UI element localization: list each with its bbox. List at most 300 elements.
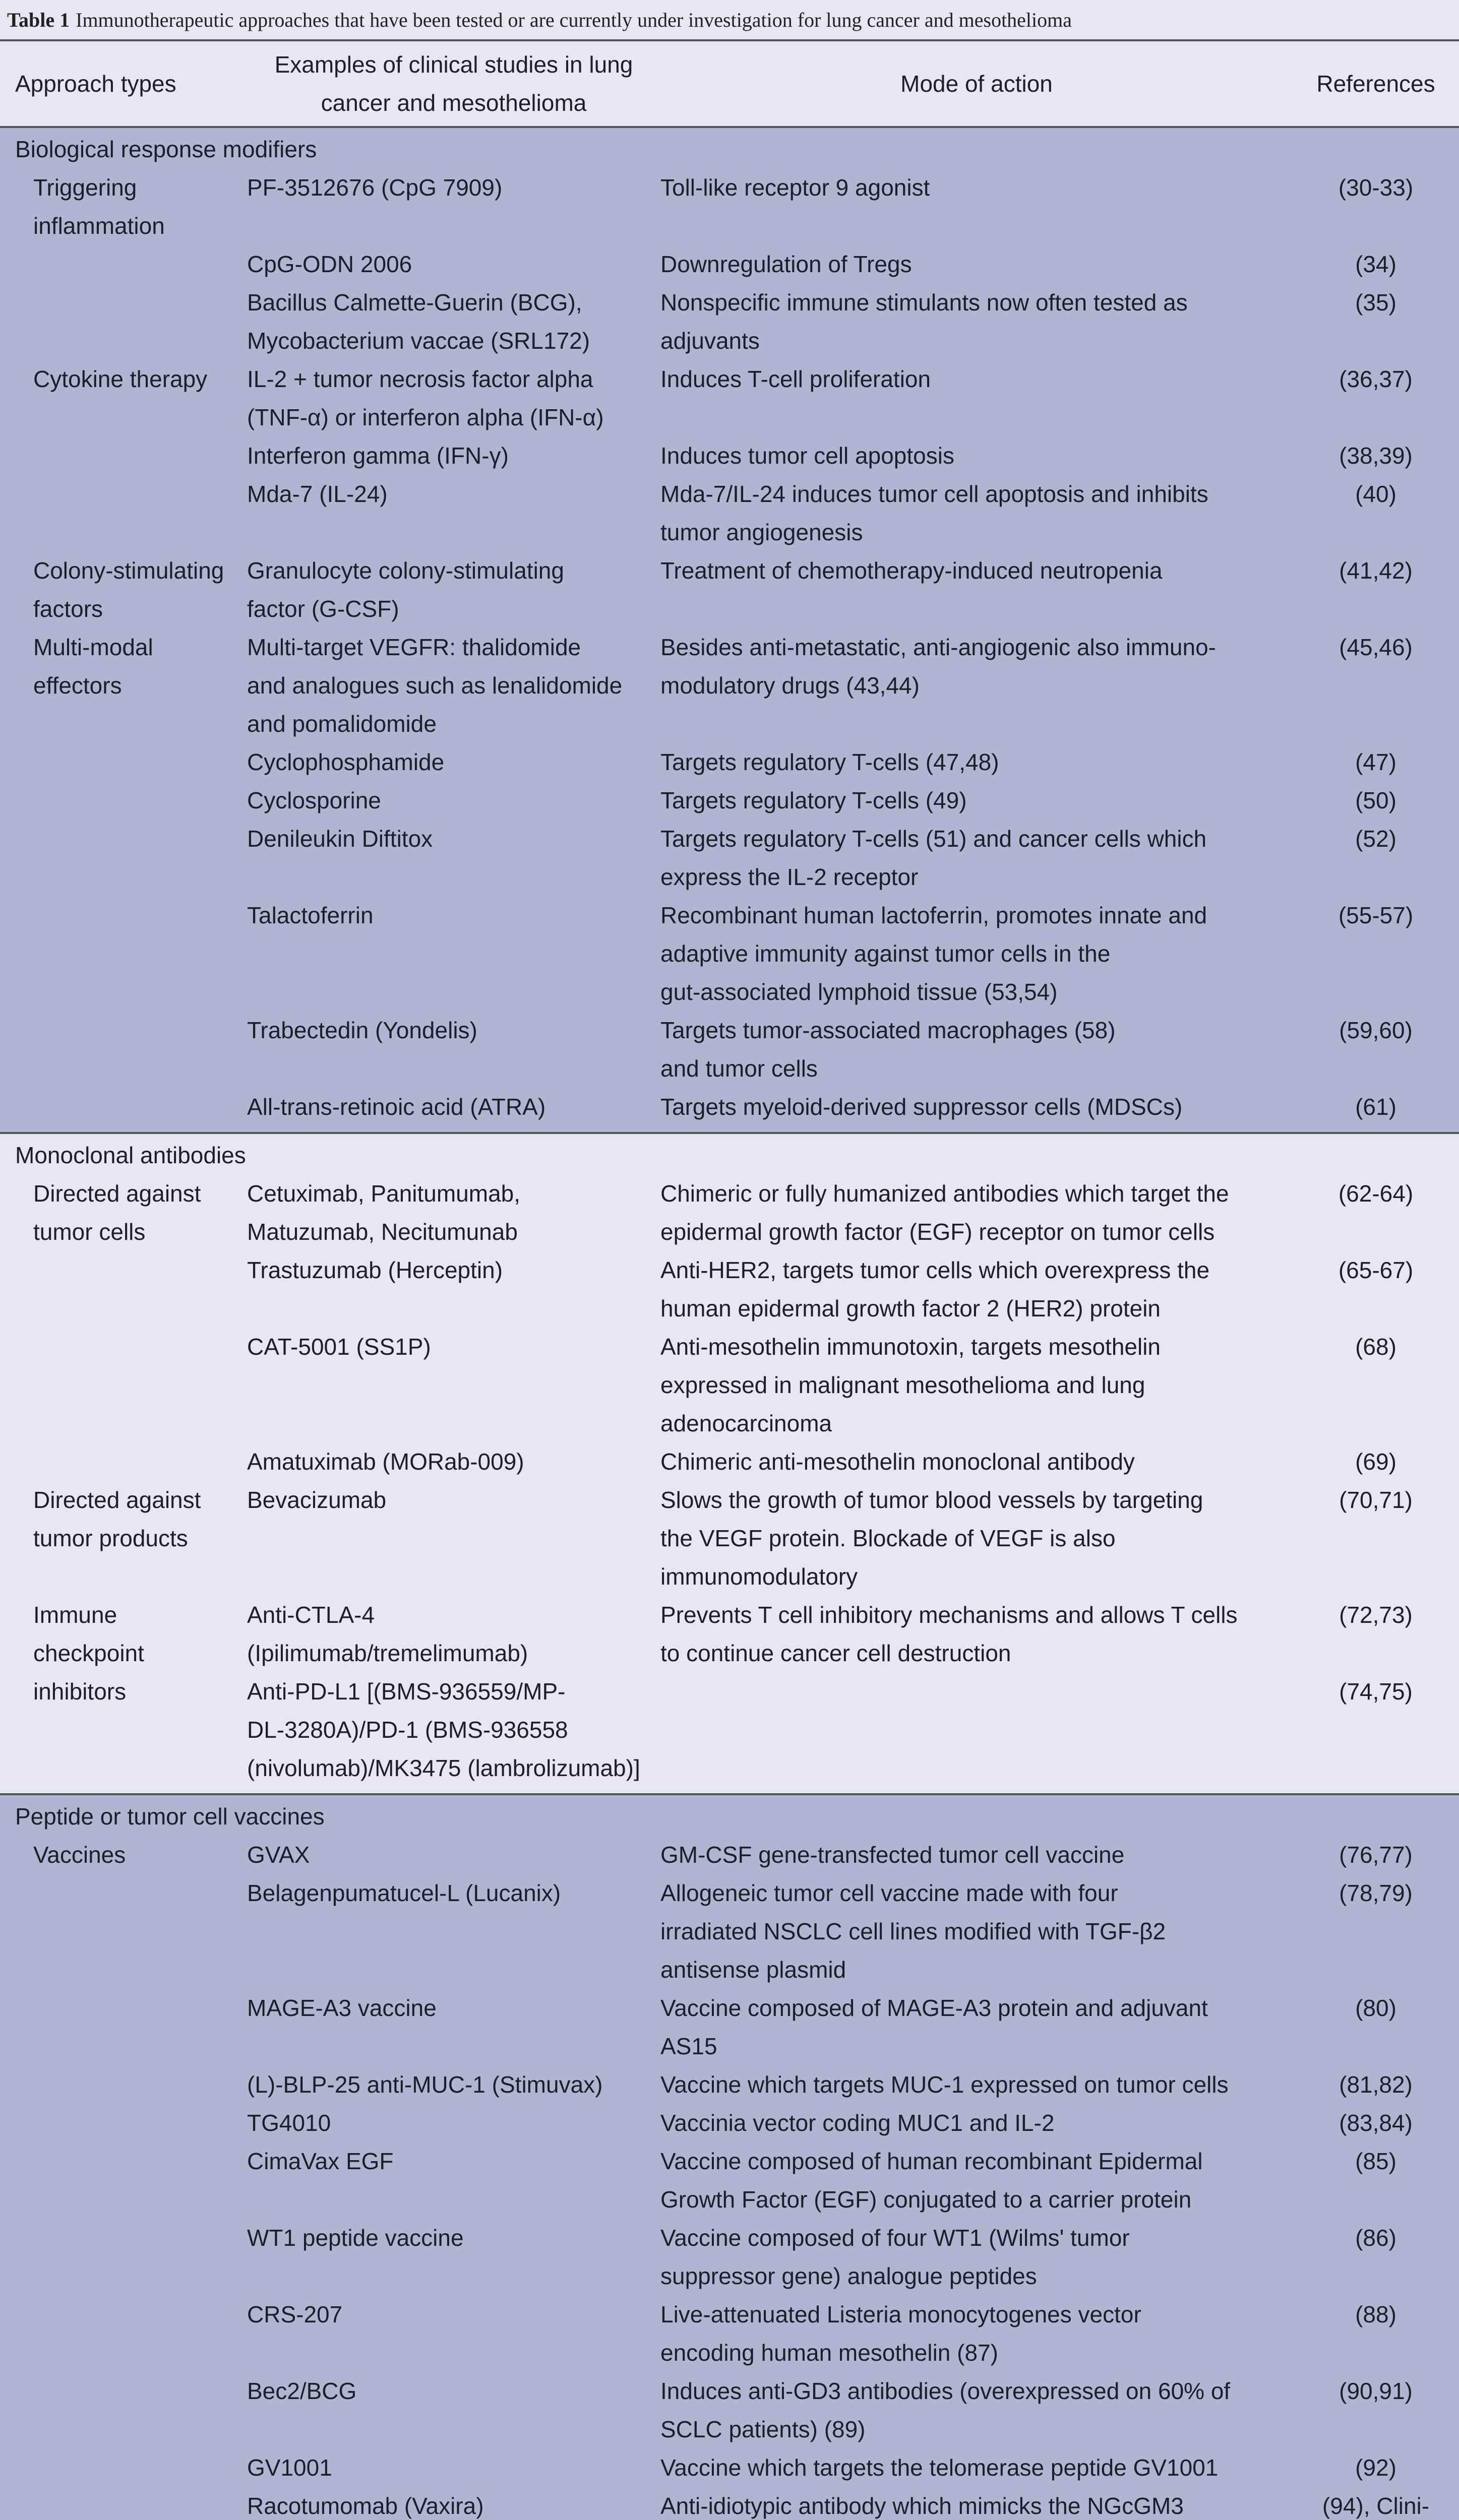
reference-cell — [1293, 2219, 1459, 2295]
table-row — [0, 2104, 1459, 2142]
mode-of-action-line: Targets regulatory T-cells (47,48) — [660, 749, 999, 775]
mode-of-action-line: tumor angiogenesis — [660, 519, 863, 545]
example-study-line: PF-3512676 (CpG 7909) — [247, 174, 503, 201]
mode-of-action-cell — [660, 2295, 1293, 2372]
header-approach-types: Approach types — [0, 41, 247, 127]
mode-of-action-line: Besides anti-metastatic, anti-angiogenic also immuno- — [660, 634, 1216, 660]
reference-line: (76,77) — [1339, 1842, 1413, 1868]
example-study-line: Bacillus Calmette-Guerin (BCG), — [247, 289, 582, 316]
table-row — [0, 475, 1459, 551]
approach-type-line: checkpoint — [33, 1640, 144, 1666]
mode-of-action-line: Recombinant human lactoferrin, promotes innate and — [660, 902, 1207, 928]
table-row — [0, 1596, 1459, 1794]
mode-of-action-cell — [660, 360, 1293, 436]
reference-line: (41,42) — [1339, 557, 1413, 584]
example-study-cell — [247, 2142, 660, 2219]
approach-type-cell — [0, 1989, 247, 2065]
example-study-cell — [247, 2372, 660, 2448]
approach-type-line: inhibitors — [33, 1678, 127, 1705]
approach-type-cell — [0, 2219, 247, 2295]
approach-type-line: Triggering — [33, 174, 137, 201]
example-study-cell — [247, 436, 660, 475]
example-study-line: Anti-PD-L1 [(BMS-936559/MP- — [247, 1678, 566, 1705]
reference-cell — [1293, 1596, 1459, 1794]
header-mode-of-action: Mode of action — [660, 41, 1293, 127]
table-section — [0, 1794, 1459, 2520]
mode-of-action-cell — [660, 896, 1293, 1011]
example-study-line: (L)-BLP-25 anti-MUC-1 (Stimuvax) — [247, 2071, 603, 2098]
mode-of-action-line: Nonspecific immune stimulants now often tested as — [660, 289, 1188, 316]
example-study-cell — [247, 820, 660, 896]
mode-of-action-cell — [660, 1874, 1293, 1989]
example-study-line: Belagenpumatucel-L (Lucanix) — [247, 1880, 561, 1906]
reference-cell — [1293, 2065, 1459, 2104]
reference-line: (94), Clini- — [1322, 2493, 1430, 2519]
example-study-line: MAGE-A3 vaccine — [247, 1995, 437, 2021]
section-title: Peptide or tumor cell vaccines — [0, 1794, 1459, 1836]
example-study-cell — [247, 781, 660, 820]
approach-type-cell — [0, 2372, 247, 2448]
mode-of-action-line: modulatory drugs (43,44) — [660, 672, 920, 699]
reference-line: (36,37) — [1339, 366, 1413, 392]
mode-of-action-line: Chimeric or fully humanized antibodies which target the — [660, 1180, 1229, 1207]
example-study-line: Mycobacterium vaccae (SRL172) — [247, 328, 590, 354]
mode-of-action-line: Vaccine composed of human recombinant Epidermal — [660, 2148, 1203, 2174]
reference-cell — [1293, 475, 1459, 551]
mode-of-action-line: Downregulation of Tregs — [660, 251, 912, 277]
mode-of-action-cell — [660, 2448, 1293, 2487]
mode-of-action-cell — [660, 436, 1293, 475]
reference-line: (40) — [1355, 481, 1396, 507]
reference-cell — [1293, 1174, 1459, 1251]
approach-type-line: Directed against — [33, 1487, 201, 1513]
reference-line: (92) — [1355, 2454, 1396, 2481]
mode-of-action-line: expressed in malignant mesothelioma and lung — [660, 1372, 1145, 1398]
approach-type-line: tumor products — [33, 1525, 188, 1551]
reference-cell — [1293, 1836, 1459, 1874]
reference-line: (70,71) — [1339, 1487, 1413, 1513]
mode-of-action-cell — [660, 2142, 1293, 2219]
approach-type-line: Multi-modal — [33, 634, 153, 660]
reference-cell — [1293, 551, 1459, 628]
reference-cell — [1293, 1088, 1459, 1133]
mode-of-action-cell — [660, 2219, 1293, 2295]
reference-cell — [1293, 283, 1459, 360]
example-study-cell — [247, 2219, 660, 2295]
example-study-cell — [247, 475, 660, 551]
example-study-line: Racotumomab (Vaxira) — [247, 2493, 484, 2519]
approach-type-cell — [0, 2142, 247, 2219]
example-study-cell — [247, 168, 660, 245]
example-study-cell — [247, 1328, 660, 1442]
table-section — [0, 1133, 1459, 1794]
approach-type-line: Colony-stimulating — [33, 557, 224, 584]
example-study-cell — [247, 1989, 660, 2065]
mode-of-action-line: Anti-mesothelin immunotoxin, targets mesothelin — [660, 1334, 1161, 1360]
example-study-cell — [247, 1011, 660, 1088]
mode-of-action-cell — [660, 1328, 1293, 1442]
example-study-line: Talactoferrin — [247, 902, 374, 928]
example-study-line: GVAX — [247, 1842, 310, 1868]
approach-type-cell — [0, 1011, 247, 1088]
example-study-line: DL-3280A)/PD-1 (BMS-936558 — [247, 1717, 568, 1743]
mode-of-action-line: Targets tumor-associated macrophages (58) — [660, 1017, 1116, 1043]
reference-cell — [1293, 168, 1459, 245]
approach-type-cell — [0, 2104, 247, 2142]
example-study-line: Amatuximab (MORab-009) — [247, 1448, 524, 1475]
mode-of-action-line: SCLC patients) (89) — [660, 2416, 866, 2442]
reference-cell — [1293, 1011, 1459, 1088]
approach-type-cell — [0, 896, 247, 1011]
reference-cell — [1293, 1251, 1459, 1328]
approach-type-cell — [0, 168, 247, 245]
example-study-line: TG4010 — [247, 2110, 331, 2136]
example-study-cell — [247, 1088, 660, 1133]
example-study-line: IL-2 + tumor necrosis factor alpha — [247, 366, 593, 392]
mode-of-action-line: AS15 — [660, 2033, 717, 2059]
example-study-line: Mda-7 (IL-24) — [247, 481, 388, 507]
example-study-line: Matuzumab, Necitumunab — [247, 1219, 518, 1245]
mode-of-action-line: Prevents T cell inhibitory mechanisms and allows T cells — [660, 1602, 1238, 1628]
example-study-line: WT1 peptide vaccine — [247, 2225, 464, 2251]
example-study-cell — [247, 1481, 660, 1596]
reference-cell — [1293, 781, 1459, 820]
table-row — [0, 1011, 1459, 1088]
reference-line: (61) — [1355, 1094, 1396, 1120]
table-row — [0, 1481, 1459, 1596]
table-row — [0, 1874, 1459, 1989]
mode-of-action-cell — [660, 628, 1293, 743]
table-row — [0, 743, 1459, 781]
approach-type-line: effectors — [33, 672, 122, 699]
approach-type-cell — [0, 2295, 247, 2372]
approach-type-line: Cytokine therapy — [33, 366, 208, 392]
approach-type-cell — [0, 1442, 247, 1481]
reference-line: (83,84) — [1339, 2110, 1413, 2136]
mode-of-action-line: Vaccinia vector coding MUC1 and IL-2 — [660, 2110, 1055, 2136]
example-study-cell — [247, 896, 660, 1011]
mode-of-action-cell — [660, 1174, 1293, 1251]
reference-line: (59,60) — [1339, 1017, 1413, 1043]
table-row — [0, 1088, 1459, 1133]
reference-cell — [1293, 1481, 1459, 1596]
approach-type-cell — [0, 2065, 247, 2104]
reference-line: (34) — [1355, 251, 1396, 277]
example-study-line: CAT-5001 (SS1P) — [247, 1334, 431, 1360]
reference-line: (45,46) — [1339, 634, 1413, 660]
reference-cell — [1293, 2104, 1459, 2142]
reference-cell — [1293, 1989, 1459, 2065]
approach-type-line: Vaccines — [33, 1842, 126, 1868]
approach-type-line: Directed against — [33, 1180, 201, 1207]
example-study-line: Multi-target VEGFR: thalidomide — [247, 634, 581, 660]
mode-of-action-cell — [660, 551, 1293, 628]
mode-of-action-cell — [660, 2372, 1293, 2448]
example-study-cell — [247, 283, 660, 360]
reference-cell — [1293, 2487, 1459, 2520]
approach-type-cell — [0, 283, 247, 360]
mode-of-action-cell — [660, 1011, 1293, 1088]
mode-of-action-line: Toll-like receptor 9 agonist — [660, 174, 930, 201]
approach-type-cell — [0, 245, 247, 283]
example-study-line: Bec2/BCG — [247, 2378, 357, 2404]
reference-line: (62-64) — [1338, 1180, 1414, 1207]
reference-cell — [1293, 2142, 1459, 2219]
approach-type-cell — [0, 1174, 247, 1251]
reference-line: (85) — [1355, 2148, 1396, 2174]
example-study-cell — [247, 1836, 660, 1874]
example-study-line: Interferon gamma (IFN-γ) — [247, 443, 509, 469]
mode-of-action-line: adjuvants — [660, 328, 760, 354]
table-header — [0, 41, 1459, 127]
mode-of-action-cell — [660, 781, 1293, 820]
mode-of-action-line: the VEGF protein. Blockade of VEGF is also — [660, 1525, 1116, 1551]
reference-cell — [1293, 1442, 1459, 1481]
example-study-line: Granulocyte colony-stimulating — [247, 557, 564, 584]
mode-of-action-cell — [660, 1836, 1293, 1874]
example-study-cell — [247, 2104, 660, 2142]
table-row — [0, 2142, 1459, 2219]
reference-cell — [1293, 820, 1459, 896]
immunotherapy-table — [0, 41, 1459, 2520]
example-study-line: Anti-CTLA-4 — [247, 1602, 375, 1628]
example-study-line: Cyclophosphamide — [247, 749, 445, 775]
reference-line: (88) — [1355, 2301, 1396, 2327]
mode-of-action-cell — [660, 743, 1293, 781]
mode-of-action-cell — [660, 2065, 1293, 2104]
approach-type-cell — [0, 551, 247, 628]
mode-of-action-line: Induces anti-GD3 antibodies (overexpressed on 60% of — [660, 2378, 1231, 2404]
example-study-line: CRS-207 — [247, 2301, 343, 2327]
table-row — [0, 436, 1459, 475]
example-study-line: and pomalidomide — [247, 711, 437, 737]
table-section — [0, 127, 1459, 1133]
reference-line: (90,91) — [1339, 2378, 1413, 2404]
approach-type-cell — [0, 475, 247, 551]
mode-of-action-cell — [660, 1442, 1293, 1481]
example-study-cell — [247, 2295, 660, 2372]
mode-of-action-line: to continue cancer cell destruction — [660, 1640, 1011, 1666]
example-study-cell — [247, 2487, 660, 2520]
approach-type-line: Immune — [33, 1602, 117, 1628]
reference-line — [1293, 1634, 1459, 1672]
mode-of-action-line: Allogeneic tumor cell vaccine made with four — [660, 1880, 1118, 1906]
reference-line: (55-57) — [1338, 902, 1414, 928]
table-row — [0, 360, 1459, 436]
reference-cell — [1293, 2295, 1459, 2372]
mode-of-action-line: Anti-idiotypic antibody which mimicks the NGcGM3 — [660, 2493, 1184, 2519]
mode-of-action-line: immunomodulatory — [660, 1563, 858, 1590]
reference-line: (78,79) — [1339, 1880, 1413, 1906]
approach-type-cell — [0, 1874, 247, 1989]
example-study-line: (nivolumab)/MK3475 (lambrolizumab)] — [247, 1755, 640, 1781]
mode-of-action-line: Vaccine which targets MUC-1 expressed on tumor cells — [660, 2071, 1229, 2098]
reference-line: (74,75) — [1339, 1678, 1413, 1705]
example-study-line: All-trans-retinoic acid (ATRA) — [247, 1094, 546, 1120]
example-study-line: CpG-ODN 2006 — [247, 251, 412, 277]
reference-cell — [1293, 1874, 1459, 1989]
mode-of-action-cell — [660, 283, 1293, 360]
mode-of-action-line: Growth Factor (EGF) conjugated to a carrier protein — [660, 2186, 1192, 2213]
example-study-line: Denileukin Diftitox — [247, 826, 433, 852]
table-caption — [0, 0, 1459, 41]
table-row — [0, 551, 1459, 628]
example-study-line: Cyclosporine — [247, 787, 381, 813]
mode-of-action-line: Mda-7/IL-24 induces tumor cell apoptosis and inhibits — [660, 481, 1208, 507]
example-study-line: Trastuzumab (Herceptin) — [247, 1257, 503, 1283]
reference-cell — [1293, 360, 1459, 436]
example-study-line: Bevacizumab — [247, 1487, 387, 1513]
mode-of-action-line: adenocarcinoma — [660, 1410, 832, 1436]
reference-line: (47) — [1355, 749, 1396, 775]
approach-type-cell — [0, 781, 247, 820]
approach-type-cell — [0, 743, 247, 781]
table-row — [0, 2372, 1459, 2448]
mode-of-action-line: Chimeric anti-mesothelin monoclonal antibody — [660, 1448, 1135, 1475]
reference-cell — [1293, 896, 1459, 1011]
reference-line: (35) — [1355, 289, 1396, 316]
table-row — [0, 1989, 1459, 2065]
reference-cell — [1293, 2372, 1459, 2448]
reference-cell — [1293, 743, 1459, 781]
approach-type-cell — [0, 2487, 247, 2520]
table-row — [0, 1442, 1459, 1481]
table-row — [0, 1174, 1459, 1251]
mode-of-action-line: Targets regulatory T-cells (51) and cancer cells which — [660, 826, 1207, 852]
reference-cell — [1293, 245, 1459, 283]
reference-line: (72,73) — [1339, 1602, 1413, 1628]
mode-of-action-cell — [660, 1251, 1293, 1328]
reference-line: (38,39) — [1339, 443, 1413, 469]
reference-line: (69) — [1355, 1448, 1396, 1475]
reference-line: (65-67) — [1338, 1257, 1414, 1283]
table-row — [0, 1836, 1459, 1874]
mode-of-action-line: antisense plasmid — [660, 1957, 846, 1983]
example-study-cell — [247, 245, 660, 283]
table-row — [0, 2487, 1459, 2520]
approach-type-line: factors — [33, 596, 103, 622]
example-study-cell — [247, 551, 660, 628]
table-row — [0, 2219, 1459, 2295]
mode-of-action-line: epidermal growth factor (EGF) receptor on tumor cells — [660, 1219, 1215, 1245]
reference-cell — [1293, 436, 1459, 475]
mode-of-action-cell — [660, 1481, 1293, 1596]
table-row — [0, 896, 1459, 1011]
reference-line: (81,82) — [1339, 2071, 1413, 2098]
table-row — [0, 2065, 1459, 2104]
table-row — [0, 820, 1459, 896]
example-study-cell — [247, 360, 660, 436]
approach-type-cell — [0, 436, 247, 475]
example-study-cell — [247, 1251, 660, 1328]
reference-line: (50) — [1355, 787, 1396, 813]
mode-of-action-line: Treatment of chemotherapy-induced neutropenia — [660, 557, 1163, 584]
approach-type-cell — [0, 1088, 247, 1133]
mode-of-action-cell — [660, 820, 1293, 896]
reference-line: (86) — [1355, 2225, 1396, 2251]
mode-of-action-line: irradiated NSCLC cell lines modified with TGF-β2 — [660, 1918, 1166, 1944]
example-study-cell — [247, 1596, 660, 1794]
approach-type-cell — [0, 360, 247, 436]
table-row — [0, 168, 1459, 245]
mode-of-action-line: GM-CSF gene-transfected tumor cell vaccine — [660, 1842, 1125, 1868]
example-study-line: Cetuximab, Panitumumab, — [247, 1180, 521, 1207]
example-study-line: GV1001 — [247, 2454, 332, 2481]
section-header-row — [0, 127, 1459, 168]
mode-of-action-line: encoding human mesothelin (87) — [660, 2340, 998, 2366]
mode-of-action-line: Vaccine composed of four WT1 (Wilms' tumor — [660, 2225, 1130, 2251]
mode-of-action-cell — [660, 2487, 1293, 2520]
table-row — [0, 1251, 1459, 1328]
mode-of-action-cell — [660, 1088, 1293, 1133]
example-study-line: Trabectedin (Yondelis) — [247, 1017, 477, 1043]
mode-of-action-cell — [660, 475, 1293, 551]
approach-type-cell — [0, 1481, 247, 1596]
approach-type-line: inflammation — [33, 213, 165, 239]
approach-type-cell — [0, 628, 247, 743]
table-row — [0, 2448, 1459, 2487]
example-study-line: factor (G-CSF) — [247, 596, 399, 622]
section-header-row — [0, 1133, 1459, 1174]
example-study-cell — [247, 1442, 660, 1481]
mode-of-action-line: gut-associated lymphoid tissue (53,54) — [660, 979, 1058, 1005]
table-row — [0, 283, 1459, 360]
mode-of-action-line: Live-attenuated Listeria monocytogenes vector — [660, 2301, 1141, 2327]
example-study-cell — [247, 628, 660, 743]
header-row — [0, 41, 1459, 127]
mode-of-action-cell — [660, 1989, 1293, 2065]
mode-of-action-cell — [660, 2104, 1293, 2142]
approach-type-cell — [0, 1836, 247, 1874]
reference-line: (30-33) — [1338, 174, 1414, 201]
example-study-line: CimaVax EGF — [247, 2148, 394, 2174]
section-header-row — [0, 1794, 1459, 1836]
header-examples-line: cancer and mesothelioma — [321, 90, 587, 116]
table-row — [0, 245, 1459, 283]
mode-of-action-cell — [660, 1596, 1293, 1794]
mode-of-action-cell — [660, 245, 1293, 283]
approach-type-cell — [0, 1596, 247, 1794]
reference-line: (52) — [1355, 826, 1396, 852]
approach-type-line: tumor cells — [33, 1219, 146, 1245]
reference-cell — [1293, 1328, 1459, 1442]
approach-type-cell — [0, 1328, 247, 1442]
approach-type-cell — [0, 820, 247, 896]
header-references: References — [1293, 41, 1459, 127]
mode-of-action-line: adaptive immunity against tumor cells in the — [660, 940, 1111, 967]
section-title: Biological response modifiers — [0, 127, 1459, 168]
example-study-cell — [247, 1174, 660, 1251]
mode-of-action-line: Vaccine which targets the telomerase peptide GV1001 — [660, 2454, 1219, 2481]
example-study-line: (Ipilimumab/tremelimumab) — [247, 1640, 528, 1666]
example-study-line: (TNF-α) or interferon alpha (IFN-α) — [247, 404, 604, 430]
table-caption-label: Table 1 — [7, 8, 70, 31]
mode-of-action-line: Induces T-cell proliferation — [660, 366, 931, 392]
reference-line: (68) — [1355, 1334, 1396, 1360]
example-study-cell — [247, 1874, 660, 1989]
mode-of-action-line: Induces tumor cell apoptosis — [660, 443, 954, 469]
mode-of-action-line: human epidermal growth factor 2 (HER2) protein — [660, 1295, 1161, 1321]
example-study-cell — [247, 2065, 660, 2104]
table-row — [0, 2295, 1459, 2372]
example-study-cell — [247, 2448, 660, 2487]
approach-type-cell — [0, 2448, 247, 2487]
table-caption-text: Immunotherapeutic approaches that have been tested or are currently under investigation for lung cancer and mesothelioma — [76, 8, 1072, 31]
mode-of-action-cell — [660, 168, 1293, 245]
mode-of-action-line: express the IL-2 receptor — [660, 864, 919, 890]
table-row — [0, 1328, 1459, 1442]
table-row — [0, 781, 1459, 820]
